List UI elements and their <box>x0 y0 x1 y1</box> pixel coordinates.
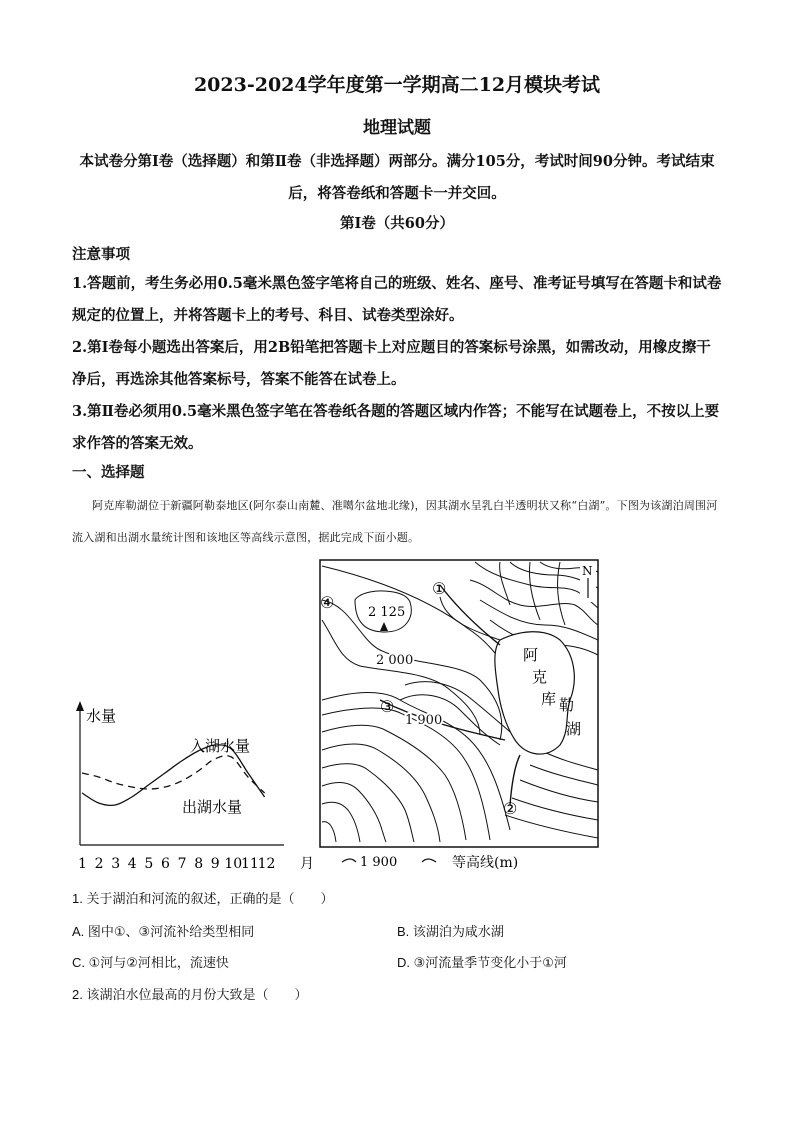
north-label: N <box>582 564 593 578</box>
lake-name-char: 湖 <box>566 720 582 738</box>
question-1: 1. 关于湖泊和河流的叙述，正确的是（ ） <box>72 891 334 906</box>
lake-name-char: 勒 <box>559 696 575 714</box>
notice-list <box>72 268 724 460</box>
notice-heading: 注意事项 <box>72 246 130 263</box>
option-b[interactable]: B. 该湖泊为咸水湖 <box>397 924 504 939</box>
x-axis-unit: 月 <box>300 856 314 872</box>
notice-item: 2.第Ⅰ卷每小题选出答案后，用2B铅笔把答题卡上对应题目的答案标号涂黑，如需改动，用橡皮擦干净后，再选涂其他答案标号，答案不能答在试卷上。 <box>72 339 711 388</box>
exam-subtitle: 地理试题 <box>363 118 431 138</box>
x-tick-label: 6 <box>161 856 170 872</box>
exam-title: 2023-2024学年度第一学期高二12月模块考试 <box>193 74 601 96</box>
x-tick-label: 7 <box>177 856 187 872</box>
peak-icon <box>380 622 388 631</box>
river-label-3: ③ <box>380 697 395 716</box>
lake-name-char: 克 <box>532 668 548 686</box>
exam-intro: 本试卷分第Ⅰ卷（选择题）和第Ⅱ卷（非选择题）两部分。满分105分，考试时间90分钟。考试结束后，将答卷纸和答题卡一并交回。 <box>79 153 715 202</box>
x-tick-label: 1 <box>78 856 87 872</box>
legend-line-right <box>422 859 436 862</box>
series-label-inflow: 入湖水量 <box>190 737 251 755</box>
x-tick-label: 11 <box>241 856 259 872</box>
peak-elevation: 2 125 <box>368 605 406 620</box>
lake-name-char: 库 <box>541 690 557 708</box>
x-tick-labels <box>78 856 275 872</box>
x-tick-label: 10 <box>224 856 243 872</box>
x-tick-label: 4 <box>127 856 137 872</box>
option-c[interactable]: C. ①河与②河相比，流速快 <box>72 955 229 970</box>
legend-sample: 1 900 <box>360 855 398 870</box>
contour-label-1900: 1 900 <box>405 713 443 728</box>
question-stem: 阿克库勒湖位于新疆阿勒泰地区(阿尔泰山南麓、准噶尔盆地北缘)，因其湖水呈乳白半透明状又称“白湖”。下图为该湖泊周围河流入湖和出湖水量统计图和该地区等高线示意图，据此完成下面小题。 <box>72 499 718 544</box>
part-one-heading: 第Ⅰ卷（共60分） <box>340 215 454 232</box>
river-label-1: ① <box>432 579 447 598</box>
lake-name-char: 阿 <box>523 646 539 664</box>
notice-item: 3.第Ⅱ卷必须用0.5毫米黑色签字笔在答卷纸各题的答题区域内作答；不能写在试题卷上，不按以上要求作答的答案无效。 <box>72 403 720 452</box>
x-tick-label: 3 <box>111 856 121 872</box>
contour-map <box>320 560 598 871</box>
legend-text: 等高线(m) <box>452 855 519 871</box>
figure <box>72 555 612 885</box>
y-axis-arrow <box>76 701 84 711</box>
x-tick-label: 9 <box>210 856 220 872</box>
series-label-outflow: 出湖水量 <box>182 798 243 816</box>
y-axis-label: 水量 <box>86 707 117 725</box>
x-tick-label: 12 <box>257 856 276 872</box>
x-tick-label: 2 <box>94 856 104 872</box>
x-tick-label: 5 <box>144 856 154 872</box>
water-volume-chart <box>76 701 314 872</box>
notice-item: 1.答题前，考生务必用0.5毫米黑色签字笔将自己的班级、姓名、座号、准考证号填写在答题卡和试卷规定的位置上，并将答题卡上的考号、科目、试卷类型涂好。 <box>72 275 722 324</box>
x-tick-label: 8 <box>194 856 204 872</box>
contour-label-2000: 2 000 <box>376 653 414 668</box>
option-a[interactable]: A. 图中①、③河流补给类型相同 <box>72 924 255 939</box>
option-d[interactable]: D. ③河流量季节变化小于①河 <box>397 955 567 970</box>
river-label-2: ② <box>503 799 518 818</box>
legend-line-left <box>342 859 356 862</box>
question-2: 2. 该湖泊水位最高的月份大致是（ ） <box>72 987 308 1002</box>
river-label-4: ④ <box>320 593 335 612</box>
series-line-outflow <box>82 756 265 793</box>
section-heading: 一、选择题 <box>72 464 145 481</box>
